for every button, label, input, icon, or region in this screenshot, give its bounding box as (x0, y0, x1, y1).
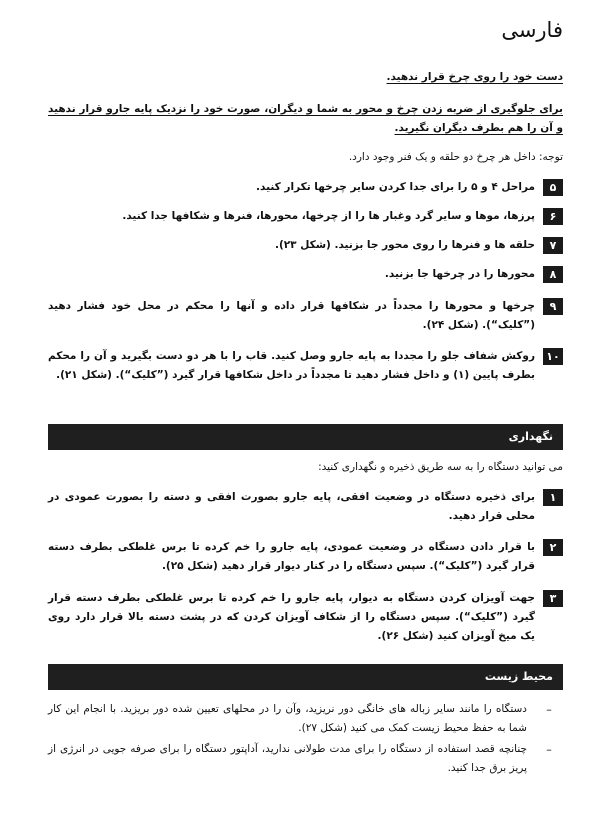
step-5 (48, 178, 563, 197)
step-number: ۹ (543, 298, 563, 315)
bullet-text: چنانچه قصد استفاده از دستگاه را برای مدت طولانی ندارید، آداپتور دستگاه را برای صرفه جویی در انرژی از پریز برق جدا کنید. (48, 743, 527, 774)
bullet-dash: – (546, 743, 552, 756)
bullet-text: دستگاه را مانند سایر زباله های خانگی دور نریزید، وآن را در محلهای تعیین شده دور بریزید. با انجام این کار شما به حفظ محیط زیست کمک می کنید (شکل ۲۷). (48, 703, 527, 734)
note-text: توجه: داخل هر چرخ دو حلقه و یک فنر وجود دارد. (348, 151, 563, 163)
step-text: پرزها، موها و سایر گرد وغبار ها را از چرخها، محورها، فنرها و شکافها جدا کنید. (122, 210, 535, 222)
section-header-environment: محیط زیست (48, 664, 563, 690)
step-text: روکش شفاف جلو را مجددا به پایه جارو وصل کنید. قاب را با هر دو دست بگیرید و آن را محکم بطرف پایین (۱) و داخل فشار دهید تا مجدداً در داخل شکافها قرار گیرد (”کلیک“). (شکل ۲۱). (48, 350, 535, 381)
step-number: ۶ (543, 208, 563, 225)
step-number: ۲ (543, 539, 563, 556)
step-10 (48, 347, 563, 385)
language-title: فارسی (501, 18, 563, 42)
step-6 (48, 207, 563, 226)
environment-bullet-1 (48, 700, 563, 738)
step-text: حلقه ها و فنرها را روی محور جا بزنید. (شکل ۲۳). (274, 239, 535, 251)
warning-hand: دست خود را روی چرخ قرار ندهید. (386, 71, 563, 83)
step-8 (48, 265, 563, 284)
bullet-dash: – (546, 703, 552, 716)
storage-step-3 (48, 589, 563, 646)
warning-face: برای جلوگیری از ضربه زدن چرخ و محور به شما و دیگران، صورت خود را نزدیک پایه جارو قرار ندهید و آن را هم بطرف دیگران نگیرید. (48, 103, 563, 134)
step-text: چرخها و محورها را مجدداً در شکافها قرار داده و آنها را محکم در محل خود فشار دهید (”کلیک“). (شکل ۲۴). (48, 300, 535, 331)
environment-bullet-2 (48, 740, 563, 778)
step-text: محورها را در چرخها جا بزنید. (384, 268, 535, 280)
section-header-storage: نگهداری (48, 424, 563, 450)
step-text: برای ذخیره دستگاه در وضعیت افقی، پایه جارو بصورت افقی و دسته را بصورت عمودی در محلی قرار دهید. (48, 491, 535, 522)
step-number: ۷ (543, 237, 563, 254)
manual-page (48, 0, 563, 839)
step-text: با قرار دادن دستگاه در وضعیت عمودی، پایه جارو را خم کرده تا برس غلطکی بطرف دسته قرار گیرد (”کلیک“). سپس دستگاه را در کنار دیوار قرار دهید (شکل ۲۵). (48, 541, 535, 572)
step-number: ۱ (543, 489, 563, 506)
storage-intro: می توانید دستگاه را به سه طریق ذخیره و نگهداری کنید: (318, 461, 563, 473)
step-text: مراحل ۴ و ۵ را برای جدا کردن سایر چرخها تکرار کنید. (256, 181, 535, 193)
storage-step-2 (48, 538, 563, 576)
step-number: ۵ (543, 179, 563, 196)
storage-step-1 (48, 488, 563, 526)
step-text: جهت آویزان کردن دستگاه به دیوار، پایه جارو را خم کرده تا برس غلطکی بطرف دسته قرار گیرد (”کلیک“). سپس دستگاه را از شکاف آویزان کردن که در پشت دسته بالا قرار دارد روی یک میخ آویزان کنید (شکل ۲۶). (48, 592, 535, 642)
step-number: ۳ (543, 590, 563, 607)
step-number: ۱۰ (543, 348, 563, 365)
step-9 (48, 297, 563, 335)
step-number: ۸ (543, 266, 563, 283)
step-7 (48, 236, 563, 255)
